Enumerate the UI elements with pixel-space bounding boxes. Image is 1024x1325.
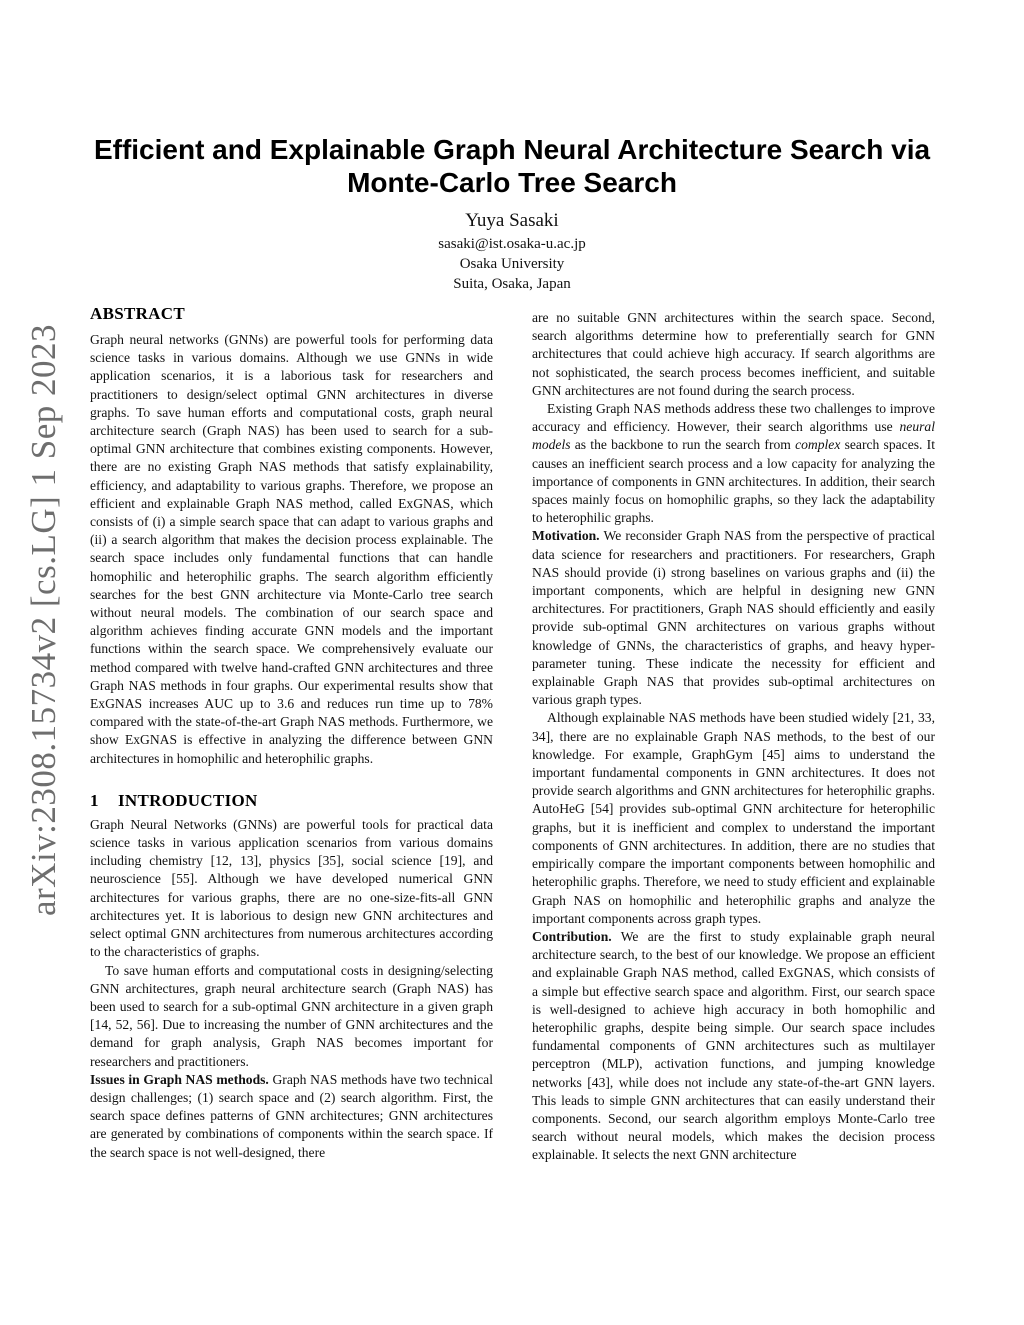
existing-methods-text-c: search spaces. It causes an inefficient search process and a low capacity for analyzing the importance of components in GNN architectures. In addition, their search spaces mainly focus on homophilic graphs, so they lack the adaptability to heterophilic graphs. (532, 437, 935, 526)
contribution-text: We are the first to study explainable graph neural architecture search, to the best of our knowledge. We propose an efficient and explainable Graph NAS method, called ExGNAS, which consists of a simple but effective search space and algorithm. First, our search space is well-designed to achieve high accuracy in both homophilic and heterophilic graphs, despite being simple. Our search space includes fundamental components of GNN architectures such as multilayer perceptron (MLP), activation functions, and jumping knowledge networks [43], while does not include any state-of-the-art GNN layers. This leads to simple GNN architectures that can easily understand their components. Second, our search algorithm employs Monte-Carlo tree search without neural models, which makes the decision process explainable. It selects the next GNN architecture (532, 928, 935, 1163)
explainable-nas-paragraph: Although explainable NAS methods have been studied widely [21, 33, 34], there are no explainable Graph NAS methods, to the best of our knowledge. For example, GraphGym [45] aims to understand the important fundamental components in GNN architectures. It does not provide search algorithms and GNN architectures for heterophilic graphs. AutoHeG [54] provides sub-optimal GNN architecture for heterophilic graphs, but it is inefficient and complex to understand the important components of GNN architectures. In addition, there are no studies that empirically compare the important components between homophilic and heterophilic graphs. Therefore, we need to study efficient and explainable Graph NAS on homophilic and heterophilic graphs and analyze the important components across graph types. (532, 710, 935, 926)
motivation-label: Motivation. (532, 528, 600, 544)
abstract-heading: ABSTRACT (90, 304, 185, 323)
intro-paragraph-2: To save human efforts and computational costs in designing/selecting GNN architectures, graph neural architecture search (Graph NAS) has been used to search for a sub-optimal GNN architecture in a given graph [14, 52, 56]. Due to increasing the number of GNN architectures and the demand for graph analysis, Graph NAS becomes important for researchers and practitioners. (90, 962, 493, 1069)
author-location: Suita, Osaka, Japan (453, 276, 571, 292)
issues-label: Issues in Graph NAS methods. (90, 1071, 269, 1087)
author-email: sasaki@ist.osaka-u.ac.jp (438, 236, 586, 252)
contribution-paragraph (532, 928, 935, 1165)
complex-emphasis: complex (795, 437, 841, 453)
paper-title (80, 133, 944, 199)
neural-models-emphasis: neural models (532, 419, 935, 453)
motivation-text: We reconsider Graph NAS from the perspective of practical data science for researchers and practitioners. For researchers, Graph NAS should provide (i) strong baselines on various graphs and (ii) the important components, which are helpful in designing new GNN architectures. For practitioners, Graph NAS should efficiently and easily provide sub-optimal GNN architectures on various graphs without knowledge of GNNs, the characteristics of graphs, and heavy hyper-parameter tuning. These indicate the necessity for efficient and explainable Graph NAS that provides sub-optimal architectures on various graph types. (532, 528, 935, 708)
arxiv-identifier: arXiv:2308.15734v2 [cs.LG] 1 Sep 2023 (24, 323, 63, 917)
title-line-1: Efficient and Explainable Graph Neural Architecture Search via (93, 134, 931, 165)
section-number: 1 (90, 790, 99, 810)
right-column (532, 309, 935, 1165)
intro-paragraph-1: Graph Neural Networks (GNNs) are powerful tools for practical data science tasks in various application scenarios from various domains including chemistry [12, 13], physics [35], social science [19], and neuroscience [55]. Although we have developed numerical GNN architectures for various graphs, there are no one-size-fits-all GNN architectures yet. It is laborious to design new GNN architectures and select optimal GNN architectures from numerous architectures according to the characteristics of graphs. (90, 816, 493, 960)
title-line-2: Monte-Carlo Tree Search (347, 167, 677, 198)
left-column (90, 303, 493, 1162)
existing-methods-paragraph (532, 400, 935, 527)
issues-paragraph (90, 1071, 493, 1162)
author-block (262, 208, 762, 294)
issues-text: Graph NAS methods have two technical design challenges; (1) search space and (2) search algorithm. First, the search space defines patterns of GNN architectures; GNN architectures are generated by combinations of components within the search space. If the search space is not well-designed, there (90, 1071, 493, 1160)
contribution-label: Contribution. (532, 928, 612, 944)
author-affiliation: Osaka University (459, 256, 565, 272)
continuation-paragraph: are no suitable GNN architectures within the search space. Second, search algorithms determine how to preferentially search for GNN architectures that could achieve high accuracy. If search algorithms are not sophisticated, the search process becomes inefficient, and suitable GNN architectures are not found during the search process. (532, 310, 935, 398)
existing-methods-text-b: as the backbone to run the search from (574, 437, 791, 453)
author-name: Yuya Sasaki (465, 210, 559, 231)
abstract-text: Graph neural networks (GNNs) are powerful tools for performing data science tasks in various domains. Although we use GNNs in wide application scenarios, it is a laborious task for researchers and practitioners to design/select optimal GNN architectures in diverse graphs. To save human efforts and computational costs, graph neural architecture search (Graph NAS) has been used to search for a sub-optimal GNN architecture that combines existing components. However, there are no existing Graph NAS methods that satisfy explainability, efficiency, and adaptability to various graphs. Therefore, we propose an efficient and explainable Graph NAS method, called ExGNAS, which consists of (i) a simple search space that can adapt to various graphs and (ii) a search algorithm that makes the decision process explainable. The search space includes only fundamental functions that can handle homophilic and heterophilic graphs. The search algorithm efficiently searches for the best GNN architecture via Monte-Carlo tree search without neural models. The combination of our search space and algorithm achieves finding accurate GNN models and the important functions within the search space. We comprehensively evaluate our method compared with twelve hand-crafted GNN architectures and three Graph NAS methods in four graphs. Our experimental results show that ExGNAS increases AUC up to 3.6 and reduces run time up to 78% compared with the state-of-the-art Graph NAS methods. Furthermore, we show ExGNAS is effective in analyzing the difference between GNN architectures in homophilic and heterophilic graphs. (90, 332, 493, 766)
motivation-paragraph (532, 527, 935, 709)
section-title: INTRODUCTION (118, 790, 258, 810)
introduction-heading (90, 790, 493, 812)
existing-methods-text-a: Existing Graph NAS methods address these two challenges to improve accuracy and efficiency. However, their search algorithms use (532, 401, 935, 435)
